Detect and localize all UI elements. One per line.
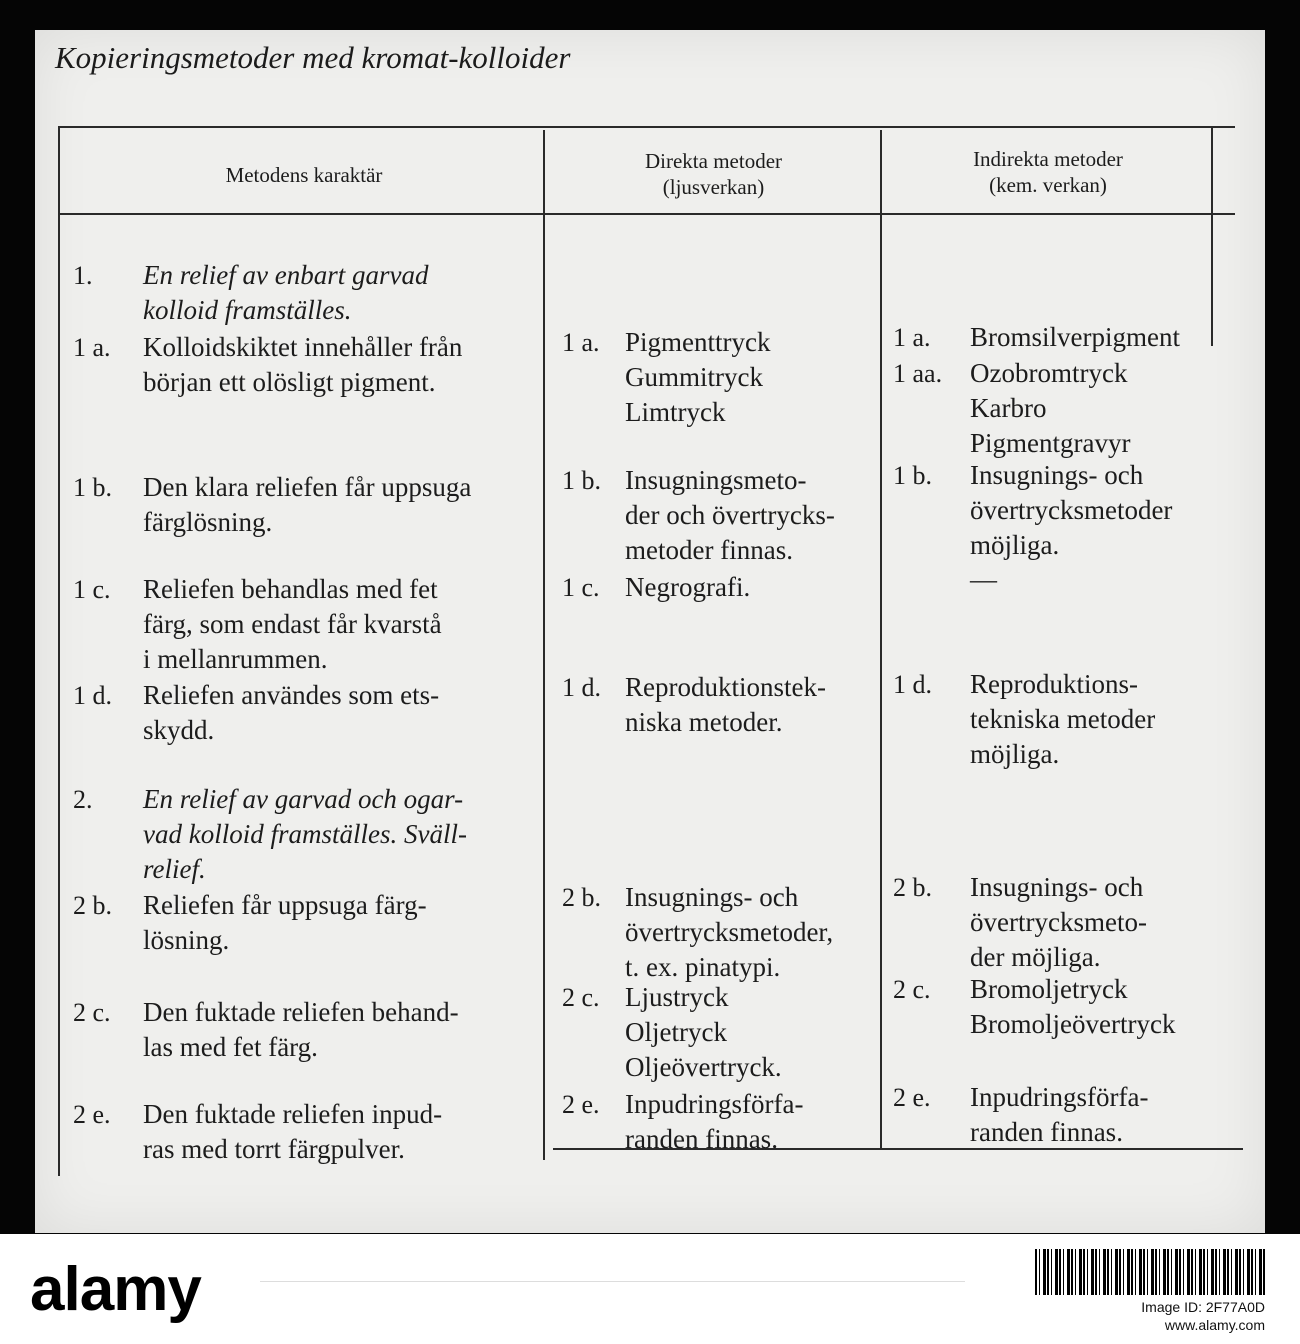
brand-logo: alamy bbox=[30, 1255, 201, 1324]
col1-item-text: Den fuktade reliefen inpud- bbox=[143, 1099, 443, 1129]
col1-item-text: början ett olösligt pigment. bbox=[143, 367, 436, 397]
col2-item-text: Reproduktionstek- bbox=[625, 672, 826, 702]
col3-item-text: övertrycksmeto- bbox=[970, 907, 1147, 937]
col3-item-text: möjliga. bbox=[970, 530, 1060, 560]
col3-item-number: 1 aa. bbox=[893, 359, 943, 388]
col3-item-text: Reproduktions- bbox=[970, 669, 1138, 699]
site-url: www.alamy.com bbox=[1164, 1317, 1265, 1333]
col-divider-2 bbox=[880, 130, 882, 1148]
col3-item-number: 1 b. bbox=[893, 461, 932, 490]
col1-item-text: las med fet färg. bbox=[143, 1032, 318, 1062]
col2-item-text: Gummitryck bbox=[625, 362, 763, 392]
col1-item-text: Den fuktade reliefen behand- bbox=[143, 997, 459, 1027]
col2-item-text: Oljeövertryck. bbox=[625, 1052, 782, 1082]
col2-item-text: Oljetryck bbox=[625, 1017, 727, 1047]
col1-item-number: 2 c. bbox=[73, 998, 111, 1027]
header-col1: Metodens karaktär bbox=[225, 163, 383, 187]
col3-item-text: Bromsilverpigment bbox=[970, 322, 1180, 352]
header-col2 bbox=[547, 148, 880, 200]
col1-item-text: kolloid framställes. bbox=[143, 295, 352, 325]
col1-item-text: i mellanrummen. bbox=[143, 644, 328, 674]
col2-item-text: Negrografi. bbox=[625, 572, 751, 602]
col3-item-text: möjliga. bbox=[970, 739, 1060, 769]
col3-item-text: övertrycksmetoder bbox=[970, 495, 1173, 525]
table-top-rule bbox=[58, 126, 1235, 128]
document-sheet bbox=[35, 30, 1265, 1233]
col2-item-text: Limtryck bbox=[625, 397, 726, 427]
col2-item-number: 1 d. bbox=[562, 673, 601, 702]
col3-item-number: 2 b. bbox=[893, 873, 932, 902]
col1-item-text: relief. bbox=[143, 854, 206, 884]
col1-item-text: färg, som endast får kvarstå bbox=[143, 609, 442, 639]
col2-item-number: 1 a. bbox=[562, 328, 600, 357]
col3-item-text: Bromoljetryck bbox=[970, 974, 1128, 1004]
stock-footer bbox=[0, 1234, 1300, 1344]
table-left-rule bbox=[58, 126, 60, 1176]
col-divider-1 bbox=[543, 130, 545, 1160]
col1-item-text: Reliefen får uppsuga färg- bbox=[143, 890, 427, 920]
col2-item-text: randen finnas. bbox=[625, 1124, 778, 1154]
col1-item-number: 2 b. bbox=[73, 891, 112, 920]
col1-item-text: Reliefen behandlas med fet bbox=[143, 574, 438, 604]
col2-item-text: Insugnings- och bbox=[625, 882, 799, 912]
col1-item-text: Kolloidskiktet innehåller från bbox=[143, 332, 463, 362]
col3-item-text: der möjliga. bbox=[970, 942, 1101, 972]
col2-item-number: 2 c. bbox=[562, 983, 600, 1012]
col3-item-text: Ozobromtryck bbox=[970, 358, 1128, 388]
col2-item-text: metoder finnas. bbox=[625, 535, 793, 565]
col1-item-text: vad kolloid framställes. Sväll- bbox=[143, 819, 467, 849]
col3-item-text: Pigmentgravyr bbox=[970, 428, 1131, 458]
col1-item-text: Reliefen användes som ets- bbox=[143, 680, 440, 710]
image-id-block bbox=[1141, 1298, 1265, 1334]
col1-item-number: 1 d. bbox=[73, 681, 112, 710]
col2-item-text: Ljustryck bbox=[625, 982, 729, 1012]
col3-item-text: Bromoljeövertryck bbox=[970, 1009, 1176, 1039]
col3-item-text: Insugnings- och bbox=[970, 460, 1144, 490]
col2-item-text: Pigmenttryck bbox=[625, 327, 771, 357]
footer-divider bbox=[260, 1281, 965, 1282]
col3-item-text: — bbox=[970, 564, 997, 594]
col1-item-number: 1 b. bbox=[73, 473, 112, 502]
col3-item-text: tekniska metoder bbox=[970, 704, 1156, 734]
document-title: Kopieringsmetoder med kromat-kolloider bbox=[55, 40, 571, 75]
col2-item-text: Inpudringsförfa- bbox=[625, 1089, 804, 1119]
col3-item-text: Karbro bbox=[970, 393, 1047, 423]
col3-item-number: 2 c. bbox=[893, 975, 931, 1004]
image-id: Image ID: 2F77A0D bbox=[1141, 1299, 1265, 1315]
col2-item-text: övertrycksmetoder, bbox=[625, 917, 834, 947]
header-col2-line2: (ljusverkan) bbox=[662, 175, 765, 199]
col2-item-number: 1 c. bbox=[562, 573, 600, 602]
col1-item-number: 1 a. bbox=[73, 333, 111, 362]
header-col3-line2: (kem. verkan) bbox=[989, 173, 1107, 197]
col2-item-text: Insugningsmeto- bbox=[625, 465, 807, 495]
col2-item-text: t. ex. pinatypi. bbox=[625, 952, 781, 982]
col1-item-text: färglösning. bbox=[143, 507, 273, 537]
col1-item-text: lösning. bbox=[143, 925, 230, 955]
col2-item-number: 1 b. bbox=[562, 466, 601, 495]
col3-item-number: 1 a. bbox=[893, 323, 931, 352]
col2-item-text: der och övertrycks- bbox=[625, 500, 835, 530]
header-col3-line1: Indirekta metoder bbox=[973, 147, 1123, 171]
col3-item-number: 2 e. bbox=[893, 1083, 931, 1112]
header-col3 bbox=[883, 146, 1213, 198]
col1-item-number: 1 c. bbox=[73, 575, 111, 604]
col1-item-text: Den klara reliefen får uppsuga bbox=[143, 472, 472, 502]
col1-item-text: skydd. bbox=[143, 715, 215, 745]
col3-item-text: Inpudringsförfa- bbox=[970, 1082, 1149, 1112]
col1-item-text: ras med torrt färgpulver. bbox=[143, 1134, 405, 1164]
col2-item-text: niska metoder. bbox=[625, 707, 783, 737]
header-col2-line1: Direkta metoder bbox=[644, 149, 783, 173]
col2-item-number: 2 b. bbox=[562, 883, 601, 912]
col1-item-number: 2 e. bbox=[73, 1100, 111, 1129]
col3-item-number: 1 d. bbox=[893, 670, 932, 699]
barcode-icon bbox=[1035, 1249, 1265, 1295]
col1-item-number: 2. bbox=[73, 785, 93, 814]
col1-item-text: En relief av garvad och ogar- bbox=[143, 784, 464, 814]
col1-item-text: En relief av enbart garvad bbox=[143, 260, 429, 290]
col2-item-number: 2 e. bbox=[562, 1090, 600, 1119]
col3-item-text: Insugnings- och bbox=[970, 872, 1144, 902]
table-header-rule bbox=[58, 213, 1235, 215]
col3-item-text: randen finnas. bbox=[970, 1117, 1123, 1147]
col1-item-number: 1. bbox=[73, 261, 93, 290]
